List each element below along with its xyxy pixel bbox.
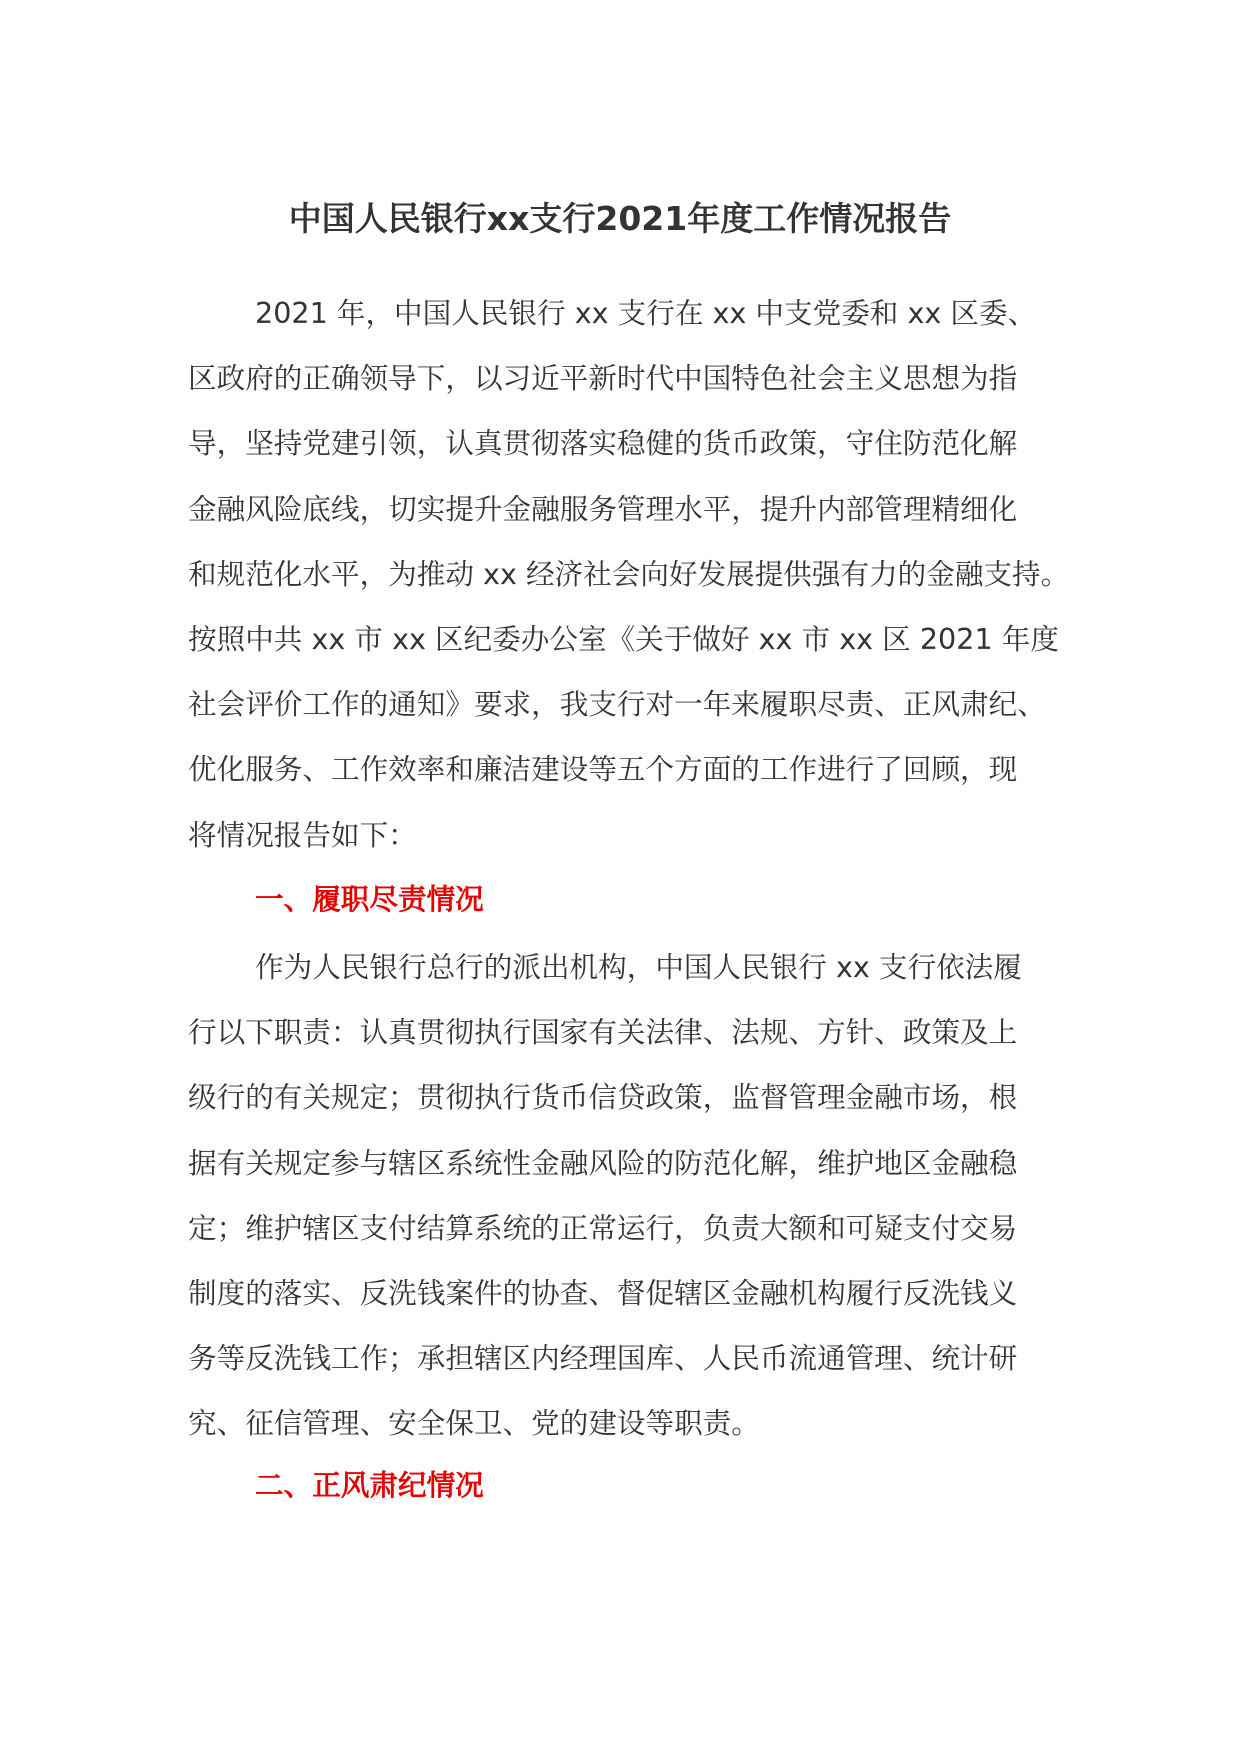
paragraph-line: 将情况报告如下： (188, 817, 417, 852)
intro-paragraph (188, 281, 1070, 868)
paragraph-line: 定；维护辖区支付结算系统的正常运行，负责大额和可疑支付交易 (188, 1210, 1018, 1245)
paragraph-line: 制度的落实、反洗钱案件的协查、督促辖区金融机构履行反洗钱义 (188, 1276, 1018, 1311)
document-title: 中国人民银行xx支行2021年度工作情况报告 (288, 199, 952, 238)
paragraph-line: 2021 年，中国人民银行 xx 支行在 xx 中支党委和 xx 区委、 (255, 296, 1037, 330)
paragraph-line: 级行的有关规定；贯彻执行货币信贷政策，监督管理金融市场，根 (188, 1080, 1018, 1115)
paragraph-line: 优化服务、工作效率和廉洁建设等五个方面的工作进行了回顾，现 (188, 752, 1018, 787)
section-duty-paragraph (188, 935, 1058, 1457)
paragraph-line: 据有关规定参与辖区系统性金融风险的防范化解，维护地区金融稳 (188, 1145, 1018, 1180)
paragraph-line: 行以下职责：认真贯彻执行国家有关法律、法规、方针、政策及上 (188, 1015, 1018, 1050)
paragraph-line: 务等反洗钱工作；承担辖区内经理国库、人民币流通管理、统计研 (188, 1341, 1018, 1376)
section-heading-discipline: 二、正风肃纪情况 (255, 1468, 484, 1502)
paragraph-line: 究、征信管理、安全保卫、党的建设等职责。 (188, 1406, 760, 1441)
paragraph-line: 社会评价工作的通知》要求，我支行对一年来履职尽责、正风肃纪、 (188, 687, 1046, 722)
paragraph-line: 区政府的正确领导下，以习近平新时代中国特色社会主义思想为指 (188, 361, 1018, 396)
paragraph-line: 和规范化水平，为推动 xx 经济社会向好发展提供强有力的金融支持。 (188, 556, 1070, 591)
paragraph-line: 按照中共 xx 市 xx 区纪委办公室《关于做好 xx 市 xx 区 2021 年度 (188, 622, 1059, 657)
paragraph-line: 金融风险底线，切实提升金融服务管理水平，提升内部管理精细化 (188, 491, 1018, 526)
paragraph-line: 作为人民银行总行的派出机构，中国人民银行 xx 支行依法履 (255, 950, 1022, 984)
paragraph-line: 导，坚持党建引领，认真贯彻落实稳健的货币政策，守住防范化解 (188, 426, 1018, 461)
section-heading-duty: 一、履职尽责情况 (255, 882, 484, 916)
